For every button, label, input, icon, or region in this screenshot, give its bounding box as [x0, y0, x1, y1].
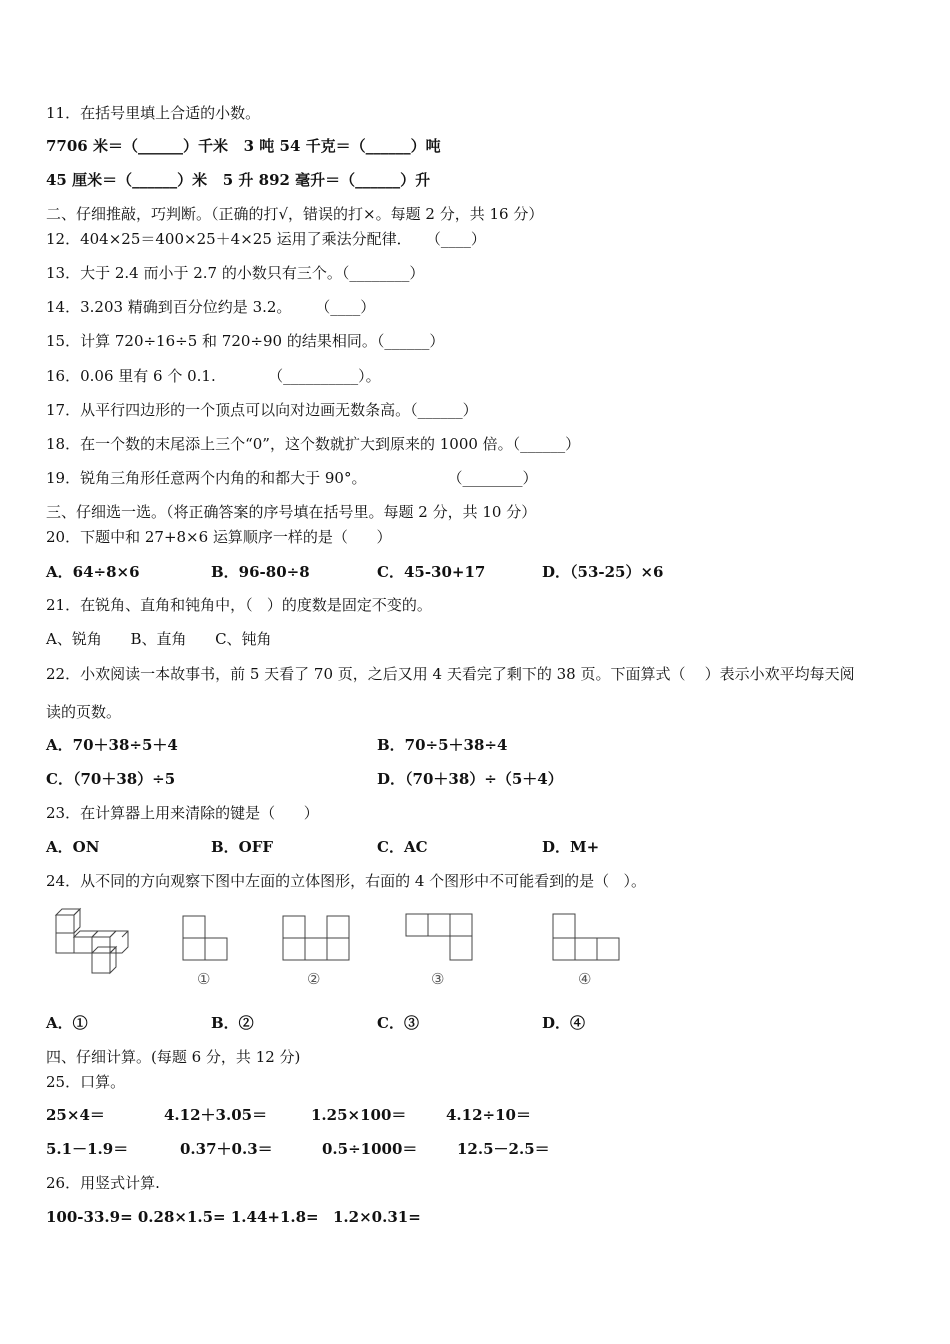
q26-line1: 100-33.9= 0.28×1.5= 1.44+1.8=	[46, 1208, 319, 1226]
q18: 18．在一个数的末尾添上三个“0”，这个数就扩大到原来的 1000 倍。（______）	[46, 435, 581, 453]
q24-view-1	[182, 915, 230, 963]
q11-line2: 45 厘米＝（______）米 5 升 892 毫升＝（______）升	[46, 171, 431, 189]
q24-view-3	[405, 913, 475, 963]
q20-option-d: D．（53-25）×6	[542, 563, 664, 581]
q17: 17．从平行四边形的一个顶点可以向对边画无数条高。（______）	[46, 401, 478, 419]
q25-item: 1.25×100＝	[311, 1106, 407, 1124]
q13: 13．大于 2.4 而小于 2.7 的小数只有三个。（________）	[46, 264, 425, 282]
q24-view-2	[282, 915, 352, 963]
q20-option-b: B．96-80÷8	[211, 563, 310, 581]
q20-stem: 20．下题中和 27+8×6 运算顺序一样的是（ ）	[46, 528, 392, 546]
q24-view-4-label: ④	[578, 970, 592, 988]
q11-title: 11．在括号里填上合适的小数。	[46, 104, 261, 122]
q23-stem: 23．在计算器上用来清除的键是（ ）	[46, 804, 319, 822]
q22-option-a: A．70＋38÷5＋4	[46, 736, 178, 754]
q25-item: 0.5÷1000＝	[322, 1140, 418, 1158]
q21-stem: 21．在锐角、直角和钝角中，（ ）的度数是固定不变的。	[46, 596, 432, 614]
q24-option-b: B．②	[211, 1014, 254, 1032]
q20-option-a: A．64÷8×6	[46, 563, 140, 581]
q19: 19．锐角三角形任意两个内角的和都大于 90°。 （________）	[46, 469, 538, 487]
q22-option-d: D．（70＋38）÷（5＋4）	[377, 770, 563, 788]
q20-option-c: C．45-30+17	[377, 563, 486, 581]
q11-line1: 7706 米＝（______）千米 3 吨 54 千克＝（______）吨	[46, 137, 441, 155]
q22-option-b: B．70÷5＋38÷4	[377, 736, 508, 754]
q25-item: 4.12÷10＝	[446, 1106, 531, 1124]
q24-view-4	[552, 913, 622, 963]
q23-option-b: B．OFF	[211, 838, 274, 856]
q12: 12．404×25＝400×25＋4×25 运用了乘法分配律． （____）	[46, 230, 486, 248]
q24-view-3-label: ③	[431, 970, 445, 988]
q23-option-a: A．ON	[46, 838, 100, 856]
q24-stem: 24．从不同的方向观察下图中左面的立体图形，右面的 4 个图形中不可能看到的是（ ）。	[46, 872, 646, 890]
q24-solid-figure	[50, 905, 130, 977]
q24-view-2-label: ②	[307, 970, 321, 988]
q23-option-d: D．M+	[542, 838, 600, 856]
q24-view-1-label: ①	[197, 970, 211, 988]
q25-item: 0.37＋0.3＝	[180, 1140, 273, 1158]
section3-heading: 三、仔细选一选。（将正确答案的序号填在括号里。每题 2 分，共 10 分）	[46, 503, 537, 521]
q26-line2: 1.2×0.31=	[333, 1208, 421, 1226]
section2-heading: 二、仔细推敲，巧判断。（正确的打√，错误的打×。每题 2 分，共 16 分）	[46, 205, 544, 223]
q14: 14．3.203 精确到百分位约是 3.2。 （____）	[46, 298, 376, 316]
q24-option-c: C．③	[377, 1014, 419, 1032]
q22-stem-line2: 读的页数。	[46, 703, 122, 721]
q16: 16．0.06 里有 6 个 0.1. （__________）。	[46, 367, 381, 385]
q21-options: A、锐角 B、直角 C、钝角	[46, 630, 272, 648]
section4-heading: 四、仔细计算。(每题 6 分，共 12 分)	[46, 1048, 301, 1066]
q26-title: 26．用竖式计算.	[46, 1174, 160, 1192]
q24-option-a: A．①	[46, 1014, 88, 1032]
q22-option-c: C．（70＋38）÷5	[46, 770, 176, 788]
q25-item: 4.12＋3.05＝	[164, 1106, 268, 1124]
q25-item: 12.5－2.5＝	[457, 1140, 550, 1158]
q22-stem-line1: 22．小欢阅读一本故事书，前 5 天看了 70 页，之后又用 4 天看完了剩下的 38 页。下面算式（ ）表示小欢平均每天阅	[46, 665, 855, 683]
q23-option-c: C．AC	[377, 838, 428, 856]
q24-option-d: D．④	[542, 1014, 586, 1032]
q25-title: 25．口算。	[46, 1073, 126, 1091]
q25-item: 25×4＝	[46, 1106, 105, 1124]
q25-item: 5.1－1.9＝	[46, 1140, 129, 1158]
q15: 15．计算 720÷16÷5 和 720÷90 的结果相同。（______）	[46, 332, 445, 350]
